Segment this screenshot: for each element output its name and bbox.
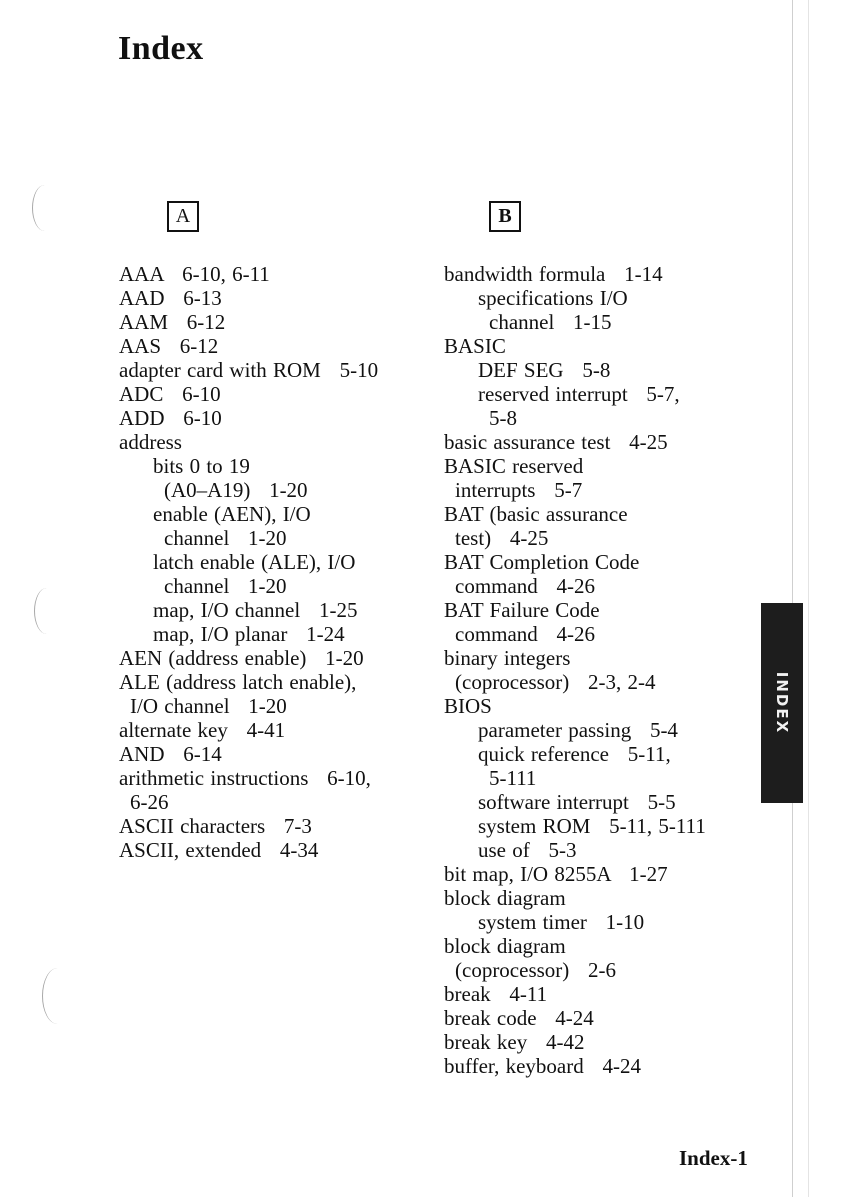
index-subentry: quick reference 5-11, [478,742,671,766]
index-entry: alternate key 4-41 [119,718,286,742]
index-subentry: bits 0 to 19 [153,454,250,478]
index-column-b [444,262,706,1078]
index-subentry: system ROM 5-11, 5-111 [478,814,706,838]
index-entry: block diagram [444,934,566,958]
index-entry: binary integers [444,646,571,670]
index-subentry: system timer 1-10 [478,910,645,934]
index-entry: AAA 6-10, 6-11 [119,262,270,286]
index-subentry: specifications I/O [478,286,628,310]
index-entry: BASIC reserved [444,454,584,478]
binder-hole-mark-bottom [42,968,73,1024]
index-entry: ADD 6-10 [119,406,222,430]
index-entry: AAM 6-12 [119,310,226,334]
section-letter-b: B [489,201,521,232]
index-entry: BIOS [444,694,492,718]
index-entry: AEN (address enable) 1-20 [119,646,364,670]
index-subentry: parameter passing 5-4 [478,718,678,742]
index-subentry-continuation: (A0–A19) 1-20 [164,478,308,502]
index-entry-continuation: interrupts 5-7 [455,478,583,502]
page-title: Index [118,30,204,67]
index-entry: block diagram [444,886,566,910]
index-entry-continuation: I/O channel 1-20 [130,694,287,718]
page-edge-line-secondary [808,0,809,1197]
index-entry: ALE (address latch enable), [119,670,357,694]
index-entry-continuation: (coprocessor) 2-6 [455,958,617,982]
index-subentry: latch enable (ALE), I/O [153,550,356,574]
index-entry: BAT Completion Code [444,550,640,574]
index-entry-continuation: command 4-26 [455,622,596,646]
index-entry-continuation: 6-26 [130,790,169,814]
index-subentry: software interrupt 5-5 [478,790,676,814]
index-column-a [119,262,378,862]
index-entry: BASIC [444,334,506,358]
index-entry: BAT Failure Code [444,598,600,622]
index-entry: adapter card with ROM 5-10 [119,358,379,382]
index-tab-label: INDEX [773,671,791,735]
index-entry: arithmetic instructions 6-10, [119,766,371,790]
index-entry: bandwidth formula 1-14 [444,262,663,286]
index-entry: break key 4-42 [444,1030,585,1054]
section-letter-a: A [167,201,199,232]
index-subentry-continuation: 5-111 [489,766,537,790]
index-entry: basic assurance test 4-25 [444,430,668,454]
index-entry-continuation: command 4-26 [455,574,596,598]
index-entry: bit map, I/O 8255A 1-27 [444,862,668,886]
index-subentry: map, I/O planar 1-24 [153,622,345,646]
index-subentry-continuation: channel 1-20 [164,574,287,598]
index-subentry-continuation: channel 1-20 [164,526,287,550]
index-entry: ASCII, extended 4-34 [119,838,319,862]
index-entry: break code 4-24 [444,1006,594,1030]
index-entry: AAS 6-12 [119,334,219,358]
index-entry: AND 6-14 [119,742,222,766]
index-entry: address [119,430,182,454]
index-subentry-continuation: channel 1-15 [489,310,612,334]
page-edge-line [792,0,793,1197]
index-thumb-tab [761,603,803,803]
binder-hole-mark-middle [34,588,59,634]
page-number: Index-1 [679,1146,748,1170]
index-entry: break 4-11 [444,982,548,1006]
index-subentry: DEF SEG 5-8 [478,358,611,382]
index-entry: ADC 6-10 [119,382,221,406]
index-entry: AAD 6-13 [119,286,222,310]
index-subentry: map, I/O channel 1-25 [153,598,358,622]
index-entry-continuation: test) 4-25 [455,526,549,550]
index-entry: buffer, keyboard 4-24 [444,1054,641,1078]
index-entry-continuation: (coprocessor) 2-3, 2-4 [455,670,656,694]
binder-hole-mark-top [32,185,57,231]
index-subentry: use of 5-3 [478,838,577,862]
index-subentry-continuation: 5-8 [489,406,517,430]
index-subentry: reserved interrupt 5-7, [478,382,680,406]
index-entry: ASCII characters 7-3 [119,814,312,838]
index-subentry: enable (AEN), I/O [153,502,311,526]
index-entry: BAT (basic assurance [444,502,628,526]
